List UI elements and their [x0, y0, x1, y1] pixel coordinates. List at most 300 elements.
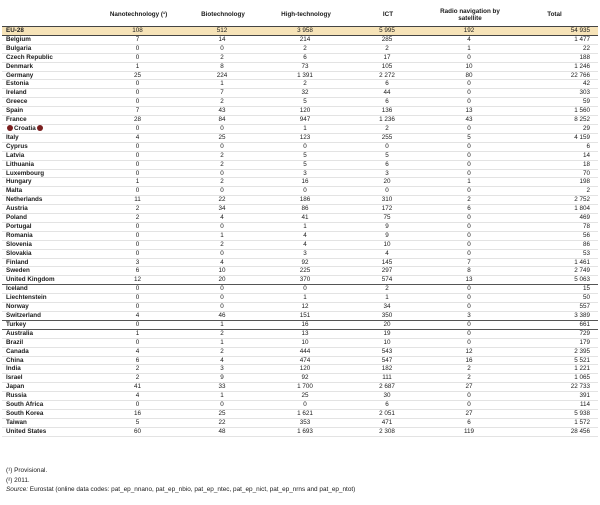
country-cell — [2, 401, 96, 410]
country-cell — [2, 98, 96, 107]
value-cell: 33 — [218, 383, 226, 391]
value-cell: 198 — [579, 178, 590, 186]
value-cell: 18 — [582, 160, 590, 168]
country-label: Hungary — [6, 178, 32, 186]
value-cell: 2 687 — [379, 383, 395, 391]
table-row — [2, 178, 598, 187]
value-cell: 5 — [135, 418, 140, 426]
footnote-provisional: (¹) Provisional. — [6, 467, 48, 474]
value-cell: 350 — [381, 312, 393, 319]
value-cell: 1 — [303, 294, 307, 302]
table-header — [2, 3, 598, 27]
value-cell: 0 — [429, 329, 511, 338]
value-cell: 43 — [465, 116, 473, 124]
value-cell: 471 — [381, 418, 393, 426]
table-row — [2, 98, 598, 107]
value-cell: 5 938 — [574, 409, 590, 417]
value-cell: 0 — [467, 89, 471, 97]
value-cell: 0 — [467, 151, 471, 159]
source-text: Eurostat (online data codes: pat_ep_nnano, pat_ep_nbio, pat_ep_ntec, pat_ep_nict, pat_ep_nrns and pat_ep_ntot) — [28, 486, 356, 493]
table-row — [2, 312, 598, 321]
value-cell: 119 — [463, 427, 475, 435]
value-cell: 0 — [96, 320, 181, 329]
value-cell: 50 — [582, 294, 590, 302]
country-cell — [2, 222, 96, 231]
value-cell: 22 — [218, 418, 226, 426]
country-label: Germany — [6, 71, 34, 79]
value-cell: 2 — [135, 205, 140, 213]
country-label: Iceland — [6, 285, 28, 293]
country-cell — [2, 249, 96, 258]
header-biotechnology: Biotechnology — [201, 11, 245, 18]
highlight-marker-icon — [7, 125, 13, 131]
value-cell: 3 — [303, 249, 307, 257]
value-cell: 1 — [303, 222, 307, 230]
value-cell: 0 — [135, 160, 140, 168]
country-cell — [2, 107, 96, 116]
value-cell: 182 — [381, 365, 393, 373]
country-label: Austria — [6, 205, 28, 213]
value-cell: 0 — [467, 231, 471, 239]
country-cell — [2, 409, 96, 418]
value-cell: 1 621 — [297, 409, 313, 417]
value-cell: 3 — [220, 365, 224, 373]
value-cell: 136 — [381, 107, 393, 115]
value-cell: 10 — [383, 240, 391, 248]
value-cell: 2 — [220, 178, 224, 186]
value-cell: 0 — [220, 303, 224, 311]
value-cell: 0 — [467, 160, 471, 168]
value-cell: 78 — [582, 222, 590, 230]
patent-table — [2, 3, 598, 437]
country-label: Cyprus — [6, 142, 28, 150]
country-label: Netherlands — [6, 196, 43, 204]
value-cell: 2 — [135, 365, 140, 373]
value-cell: 1 461 — [574, 258, 590, 266]
value-cell: 27 — [465, 409, 473, 417]
table-row — [2, 160, 598, 169]
value-cell: 5 — [385, 151, 389, 159]
value-cell: 0 — [220, 294, 224, 302]
value-cell: 0 — [135, 124, 140, 132]
country-label: Slovakia — [6, 249, 32, 257]
table-row — [2, 44, 598, 53]
value-cell: 3 389 — [574, 312, 590, 319]
value-cell: 0 — [96, 285, 181, 294]
value-cell: 54 935 — [570, 27, 590, 34]
value-cell: 16 — [465, 356, 473, 364]
value-cell: 2 — [467, 196, 471, 204]
value-cell: 0 — [467, 303, 471, 311]
table-row — [2, 338, 598, 347]
value-cell: 5 995 — [379, 27, 395, 34]
country-label: Estonia — [6, 80, 29, 88]
value-cell: 2 — [467, 365, 471, 373]
value-cell: 10 — [218, 267, 226, 275]
value-cell: 16 — [301, 178, 309, 186]
value-cell: 224 — [216, 71, 228, 79]
value-cell: 0 — [467, 187, 471, 195]
value-cell: 947 — [299, 116, 311, 124]
value-cell: 0 — [135, 98, 140, 106]
table-row — [2, 62, 598, 71]
value-cell: 1 804 — [574, 205, 590, 213]
value-cell: 6 — [385, 98, 389, 106]
value-cell: 13 — [265, 329, 347, 338]
value-cell: 2 395 — [574, 347, 590, 355]
country-label: Switzerland — [6, 312, 41, 319]
value-cell: 0 — [135, 222, 140, 230]
country-cell — [2, 62, 96, 71]
value-cell: 5 — [303, 98, 307, 106]
value-cell: 2 308 — [379, 427, 395, 435]
country-cell — [2, 392, 96, 401]
country-label: Greece — [6, 98, 28, 106]
table-row — [2, 383, 598, 392]
value-cell: 34 — [383, 303, 391, 311]
value-cell: 41 — [133, 383, 141, 391]
value-cell: 1 — [135, 178, 140, 186]
value-cell: 120 — [299, 365, 311, 373]
value-cell: 1 — [181, 320, 265, 329]
value-cell: 8 252 — [574, 116, 590, 124]
value-cell: 34 — [218, 205, 226, 213]
value-cell: 0 — [220, 124, 224, 132]
country-cell — [2, 240, 96, 249]
value-cell: 0 — [467, 98, 471, 106]
table-row — [2, 267, 598, 276]
country-cell — [2, 374, 96, 383]
value-cell: 2 749 — [574, 267, 590, 275]
value-cell: 10 — [465, 62, 473, 70]
country-cell — [2, 214, 96, 223]
value-cell: 297 — [381, 267, 393, 275]
country-label: Malta — [6, 187, 23, 195]
country-label: Sweden — [6, 267, 30, 275]
value-cell: 12 — [465, 347, 473, 355]
value-cell: 25 — [301, 392, 309, 400]
country-cell — [2, 231, 96, 240]
value-cell: 444 — [299, 347, 311, 355]
value-cell: 0 — [135, 187, 140, 195]
value-cell: 14 — [582, 151, 590, 159]
value-cell: 1 560 — [574, 107, 590, 115]
table-row — [2, 35, 598, 44]
value-cell: 2 — [303, 44, 307, 52]
table-row — [2, 53, 598, 62]
value-cell: 6 — [135, 267, 140, 275]
table-row — [2, 365, 598, 374]
value-cell: 4 — [135, 133, 140, 141]
country-cell — [2, 80, 96, 89]
value-cell: 2 — [220, 151, 224, 159]
country-label: China — [6, 356, 24, 364]
value-cell: 5 521 — [574, 356, 590, 364]
value-cell: 188 — [579, 53, 590, 61]
country-label: Luxembourg — [6, 169, 45, 177]
value-cell: 303 — [579, 89, 590, 97]
table-row — [2, 107, 598, 116]
country-label: Croatia — [14, 124, 36, 132]
table-row — [2, 214, 598, 223]
value-cell: 1 — [135, 62, 140, 70]
country-label: Latvia — [6, 151, 25, 159]
country-label: Poland — [6, 214, 27, 222]
value-cell: 2 — [220, 347, 224, 355]
country-label: Liechtenstein — [6, 294, 47, 302]
table-row — [2, 409, 598, 418]
value-cell: 11 — [134, 196, 141, 204]
value-cell: 1 477 — [574, 35, 590, 43]
value-cell: 0 — [135, 240, 140, 248]
table-row — [2, 187, 598, 196]
value-cell: 4 — [467, 35, 471, 43]
value-cell: 3 — [467, 312, 471, 319]
value-cell: 60 — [133, 427, 141, 435]
value-cell: 0 — [135, 338, 140, 346]
table-row — [2, 276, 598, 285]
country-cell — [2, 338, 96, 347]
country-label: EU-28 — [6, 27, 24, 34]
table-row — [2, 418, 598, 427]
country-cell — [2, 142, 96, 151]
table-row — [2, 71, 598, 80]
country-label: Finland — [6, 258, 29, 266]
value-cell: 6 — [135, 356, 140, 364]
value-cell: 4 — [385, 249, 389, 257]
value-cell: 0 — [467, 53, 471, 61]
value-cell: 2 — [385, 124, 389, 132]
value-cell: 0 — [467, 142, 471, 150]
table-row — [2, 347, 598, 356]
country-label: Portugal — [6, 222, 32, 230]
country-label: Japan — [6, 383, 25, 391]
value-cell: 7 — [135, 107, 140, 115]
country-cell — [2, 124, 96, 133]
country-cell — [2, 160, 96, 169]
country-label: Ireland — [6, 89, 27, 97]
footnote-2011: (²) 2011. — [6, 476, 30, 484]
value-cell: 0 — [135, 151, 140, 159]
country-label: Australia — [6, 329, 33, 337]
value-cell: 0 — [265, 285, 347, 294]
value-cell: 28 — [133, 116, 141, 124]
value-cell: 20 — [383, 178, 391, 186]
table-body — [2, 27, 598, 437]
country-cell — [2, 418, 96, 427]
table-row — [2, 89, 598, 98]
table-row — [2, 356, 598, 365]
value-cell: 0 — [135, 169, 140, 177]
value-cell: 5 — [303, 160, 307, 168]
value-cell: 27 — [465, 383, 473, 391]
value-cell: 4 — [135, 392, 140, 400]
source-label: Source: — [6, 486, 29, 493]
country-cell — [2, 276, 96, 285]
value-cell: 2 — [220, 98, 224, 106]
value-cell: 5 — [467, 133, 471, 141]
country-cell — [2, 71, 96, 80]
value-cell: 16 — [133, 409, 141, 417]
value-cell: 0 — [467, 169, 471, 177]
country-cell — [2, 347, 96, 356]
value-cell: 123 — [299, 133, 311, 141]
value-cell: 43 — [218, 107, 226, 115]
value-cell: 2 — [303, 80, 307, 88]
value-cell: 105 — [381, 62, 393, 70]
value-cell: 22 — [582, 44, 590, 52]
value-cell: 25 — [218, 133, 226, 141]
source-line — [6, 485, 355, 495]
country-label: France — [6, 116, 27, 124]
value-cell: 179 — [579, 338, 590, 346]
value-cell: 5 — [303, 151, 307, 159]
value-cell: 84 — [218, 116, 226, 124]
value-cell: 0 — [220, 44, 224, 52]
country-cell — [2, 294, 96, 303]
value-cell: 9 — [385, 222, 389, 230]
value-cell: 255 — [381, 133, 393, 141]
country-cell — [2, 187, 96, 196]
value-cell: 285 — [381, 35, 393, 43]
table-row — [2, 205, 598, 214]
value-cell: 75 — [383, 214, 391, 222]
value-cell: 370 — [299, 276, 311, 284]
value-cell: 9 — [220, 374, 224, 382]
table-row — [2, 401, 598, 410]
value-cell: 729 — [511, 329, 598, 338]
value-cell: 120 — [299, 107, 311, 115]
value-cell: 19 — [347, 329, 429, 338]
country-cell — [2, 267, 96, 276]
value-cell: 4 159 — [574, 133, 590, 141]
country-cell — [2, 196, 96, 205]
value-cell: 0 — [429, 285, 511, 294]
highlight-marker-icon — [37, 125, 43, 131]
value-cell: 42 — [582, 80, 590, 88]
value-cell: 4 — [303, 240, 307, 248]
value-cell: 9 — [385, 231, 389, 239]
value-cell: 0 — [135, 44, 140, 52]
header-ict: ICT — [382, 11, 394, 18]
country-cell — [2, 258, 96, 267]
country-cell — [2, 35, 96, 44]
value-cell: 1 — [220, 338, 224, 346]
country-cell — [2, 329, 96, 338]
country-label: Czech Republic — [6, 53, 53, 61]
value-cell: 3 — [135, 258, 140, 266]
value-cell: 114 — [579, 401, 590, 409]
table-row — [2, 294, 598, 303]
value-cell: 0 — [467, 124, 471, 132]
country-cell — [2, 178, 96, 187]
value-cell: 32 — [301, 89, 309, 97]
value-cell: 391 — [579, 392, 590, 400]
value-cell: 13 — [465, 107, 473, 115]
country-cell — [2, 151, 96, 160]
value-cell: 0 — [467, 338, 471, 346]
country-cell — [2, 365, 96, 374]
value-cell: 3 958 — [297, 27, 313, 34]
table-row — [2, 249, 598, 258]
value-cell: 73 — [301, 62, 309, 70]
country-cell — [2, 133, 96, 142]
country-label: South Africa — [6, 401, 44, 409]
value-cell: 12 — [133, 276, 141, 284]
value-cell: 1 246 — [574, 62, 590, 70]
value-cell: 0 — [385, 187, 389, 195]
value-cell: 30 — [383, 392, 391, 400]
value-cell: 22 — [218, 196, 226, 204]
value-cell: 8 — [467, 267, 471, 275]
country-cell — [2, 312, 96, 321]
value-cell: 547 — [381, 356, 393, 364]
value-cell: 108 — [132, 27, 143, 34]
value-cell: 15 — [511, 285, 598, 294]
value-cell: 4 — [220, 356, 224, 364]
value-cell: 474 — [299, 356, 311, 364]
value-cell: 1 — [467, 44, 471, 52]
patent-table-container — [2, 3, 598, 437]
value-cell: 2 752 — [574, 196, 590, 204]
value-cell: 0 — [303, 142, 307, 150]
country-label: Russia — [6, 392, 27, 400]
table-row — [2, 133, 598, 142]
value-cell: 13 — [465, 276, 473, 284]
value-cell: 22 766 — [570, 71, 590, 79]
value-cell: 0 — [220, 249, 224, 257]
table-row — [2, 258, 598, 267]
country-label: South Korea — [6, 409, 44, 417]
value-cell: 20 — [218, 276, 226, 284]
country-label: Brazil — [6, 338, 24, 346]
country-label: India — [6, 365, 21, 373]
value-cell: 0 — [303, 187, 307, 195]
value-cell: 0 — [220, 142, 224, 150]
table-row — [2, 285, 598, 294]
value-cell: 225 — [299, 267, 311, 275]
table-row — [2, 151, 598, 160]
table-row — [2, 169, 598, 178]
value-cell: 70 — [582, 169, 590, 177]
value-cell: 2 272 — [379, 71, 395, 79]
value-cell: 17 — [383, 53, 391, 61]
country-cell — [2, 285, 96, 294]
value-cell: 7 — [220, 89, 224, 97]
country-cell — [2, 89, 96, 98]
value-cell: 7 — [467, 258, 471, 266]
value-cell: 1 — [220, 80, 224, 88]
value-cell: 151 — [299, 312, 311, 319]
table-row — [2, 196, 598, 205]
value-cell: 543 — [381, 347, 393, 355]
country-label: Canada — [6, 347, 29, 355]
value-cell: 86 — [301, 205, 309, 213]
table-row — [2, 124, 598, 133]
value-cell: 0 — [135, 89, 140, 97]
country-cell — [2, 205, 96, 214]
value-cell: 12 — [301, 303, 309, 311]
value-cell: 2 — [467, 374, 471, 382]
value-cell: 145 — [381, 258, 393, 266]
country-label: Turkey — [6, 320, 27, 328]
value-cell: 2 — [220, 160, 224, 168]
value-cell: 6 — [385, 401, 389, 409]
table-row — [2, 374, 598, 383]
value-cell: 6 — [467, 418, 471, 426]
value-cell: 3 — [385, 169, 389, 177]
header-high-technology: High-technology — [281, 11, 331, 18]
